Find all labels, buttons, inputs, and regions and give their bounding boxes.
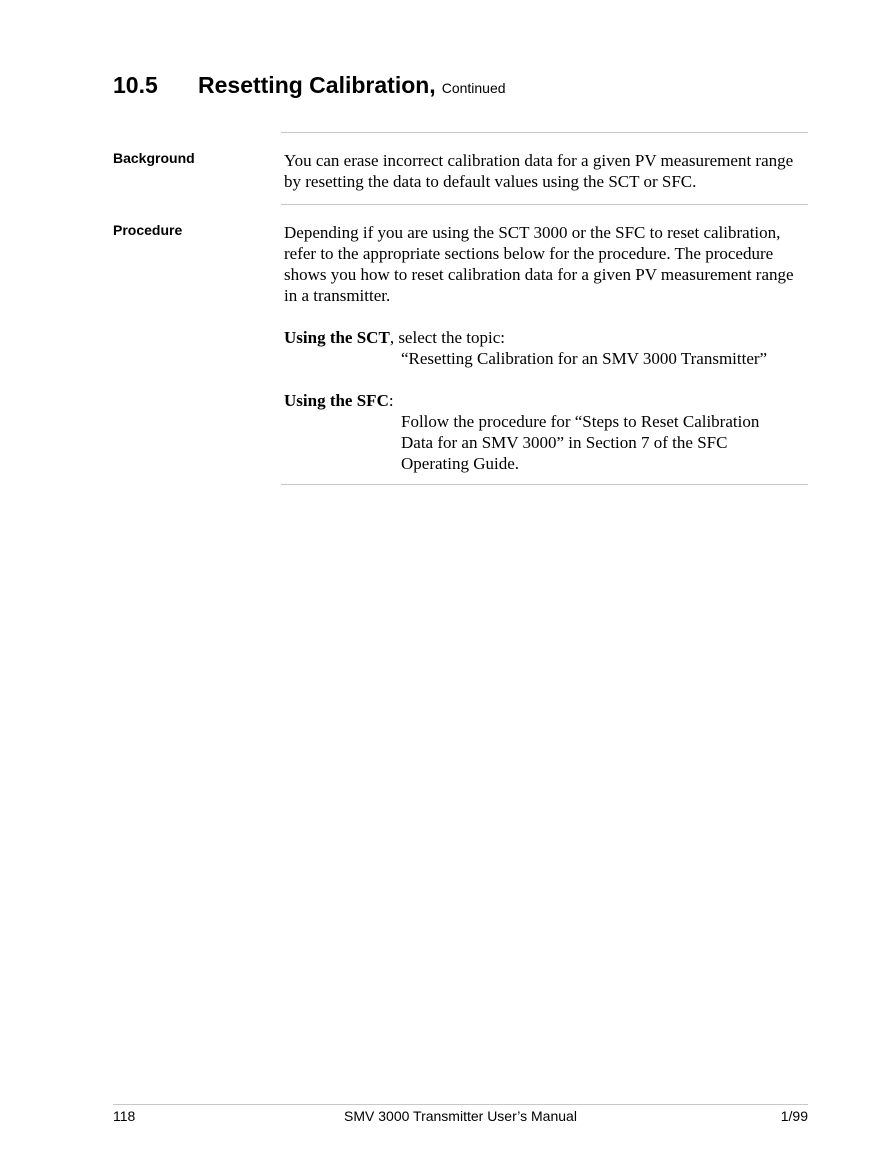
- background-paragraph: You can erase incorrect calibration data for a given PV measurement range by resetting the data to default values using the SCT or SFC.: [284, 151, 794, 191]
- sfc-step-line-1: Follow the procedure for “Steps to Reset Calibration: [401, 412, 760, 431]
- procedure-intro: Depending if you are using the SCT 3000 or the SFC to reset calibration, refer to the appropriate sections below for the procedure. The procedure shows you how to reset calibration data for a given PV measurement range in a transmitter.: [284, 223, 794, 305]
- sfc-step-line-2: Data for an SMV 3000” in Section 7 of the SFC: [401, 433, 728, 452]
- divider-top: [281, 132, 808, 133]
- sct-heading: Using the SCT: [284, 328, 390, 347]
- section-number: 10.5: [113, 72, 158, 98]
- footer-date: 1/99: [780, 1108, 808, 1124]
- divider-bottom: [281, 484, 808, 485]
- procedure-text: [284, 222, 810, 474]
- divider-middle: [281, 204, 808, 205]
- procedure-label: Procedure: [113, 222, 183, 238]
- sfc-instruction: [284, 390, 810, 411]
- sfc-step-line-3: Operating Guide.: [401, 454, 520, 473]
- section-title: Resetting Calibration,: [198, 72, 436, 98]
- background-text: [284, 150, 810, 192]
- sfc-instruction-text: :: [388, 391, 394, 410]
- sct-instruction: [284, 327, 810, 348]
- section-heading: [113, 72, 506, 99]
- footer-page-number: 118: [113, 1108, 136, 1124]
- sct-topic: “Resetting Calibration for an SMV 3000 Transmitter”: [401, 349, 768, 368]
- continued-label: Continued: [441, 80, 506, 96]
- sfc-heading: Using the SFC: [284, 391, 389, 410]
- footer-manual-title: SMV 3000 Transmitter User’s Manual: [344, 1108, 577, 1124]
- footer-divider: [113, 1104, 808, 1105]
- sct-instruction-text: , select the topic:: [389, 328, 505, 347]
- background-label: Background: [113, 150, 195, 166]
